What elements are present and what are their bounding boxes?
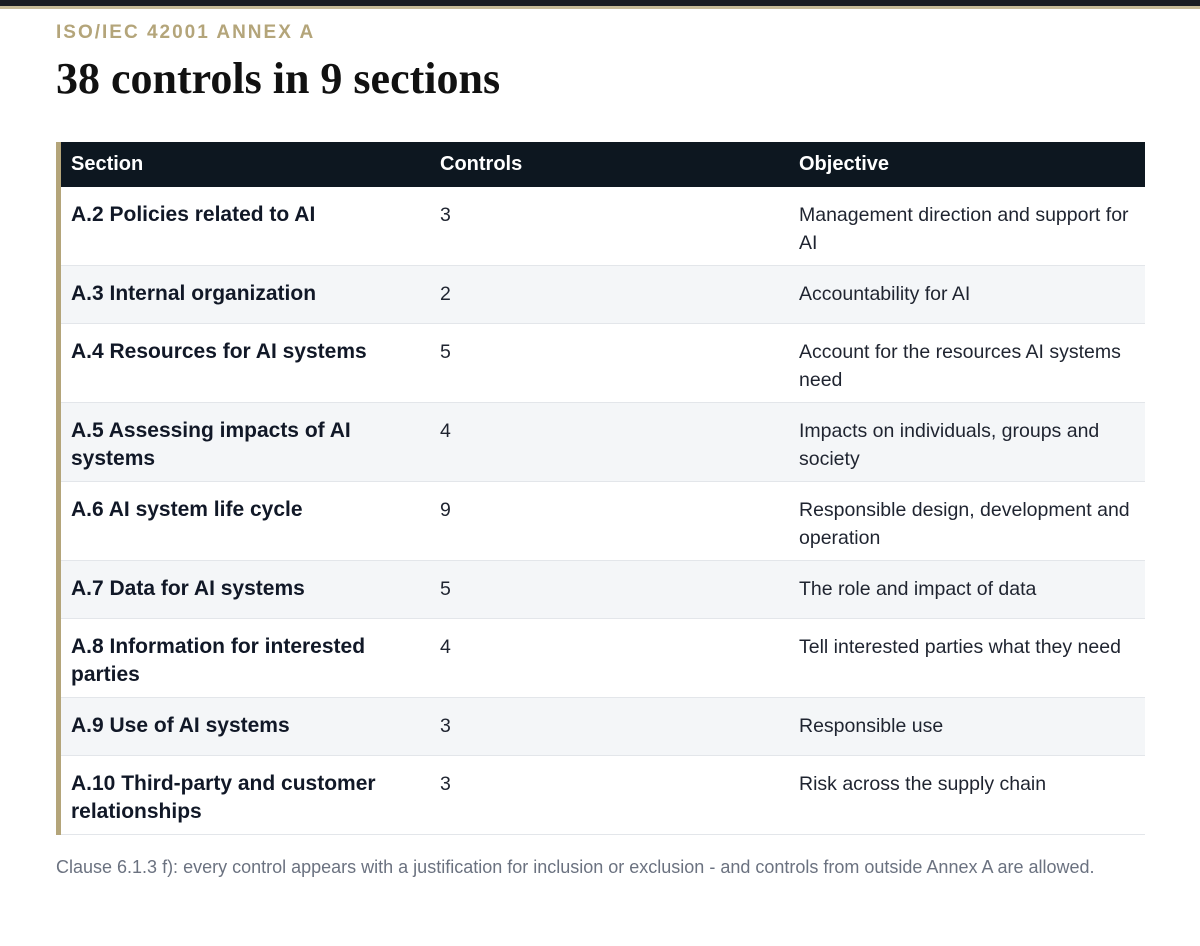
section-cell: A.3 Internal organization (71, 282, 317, 305)
objective-cell: Accountability for AI (799, 283, 971, 305)
objective-cell: Management direction and support for AI (799, 204, 1129, 254)
header-row (61, 142, 1145, 187)
page-title: 38 controls in 9 sections (56, 54, 501, 103)
section-cell: A.4 Resources for AI systems (71, 340, 367, 363)
column-header-objective: Objective (799, 153, 890, 175)
footnote: Clause 6.1.3 f): every control appears with a justification for inclusion or exclusion - and controls from outside Annex A are allowed. (56, 857, 1095, 877)
table-row (61, 482, 1145, 561)
table-row (61, 698, 1145, 756)
section-cell: A.5 Assessing impacts of AI systems (71, 419, 351, 470)
section-cell: A.6 AI system life cycle (71, 498, 303, 521)
controls-count-cell: 9 (440, 499, 451, 521)
table-row (61, 619, 1145, 698)
objective-cell: Tell interested parties what they need (799, 636, 1121, 658)
controls-count-cell: 4 (440, 636, 451, 658)
controls-count-cell: 3 (440, 204, 451, 226)
objective-cell: The role and impact of data (799, 578, 1037, 600)
controls-count-cell: 5 (440, 578, 451, 600)
controls-table-container (56, 142, 1145, 835)
controls-count-cell: 3 (440, 773, 451, 795)
section-cell: A.9 Use of AI systems (71, 714, 290, 737)
table-row (61, 266, 1145, 324)
table-row (61, 561, 1145, 619)
column-header-section: Section (71, 153, 144, 175)
objective-cell: Risk across the supply chain (799, 773, 1047, 795)
top-accent-rule (0, 6, 1200, 9)
section-cell: A.8 Information for interested parties (71, 635, 366, 686)
eyebrow-label: ISO/IEC 42001 ANNEX A (56, 22, 316, 43)
objective-cell: Responsible use (799, 715, 944, 737)
controls-count-cell: 5 (440, 341, 451, 363)
objective-cell: Responsible design, development and operation (799, 499, 1130, 549)
section-cell: A.2 Policies related to AI (71, 203, 316, 226)
controls-table (61, 142, 1145, 835)
table-header (61, 142, 1145, 187)
table-row (61, 324, 1145, 403)
table-row (61, 403, 1145, 482)
section-cell: A.7 Data for AI systems (71, 577, 305, 600)
section-cell: A.10 Third-party and customer relationships (71, 772, 376, 823)
controls-count-cell: 3 (440, 715, 451, 737)
table-row (61, 187, 1145, 266)
controls-count-cell: 2 (440, 283, 451, 305)
objective-cell: Impacts on individuals, groups and society (799, 420, 1100, 470)
table-body (61, 187, 1145, 835)
column-header-controls: Controls (440, 153, 523, 175)
objective-cell: Account for the resources AI systems need (799, 341, 1121, 391)
controls-count-cell: 4 (440, 420, 451, 442)
table-row (61, 756, 1145, 835)
